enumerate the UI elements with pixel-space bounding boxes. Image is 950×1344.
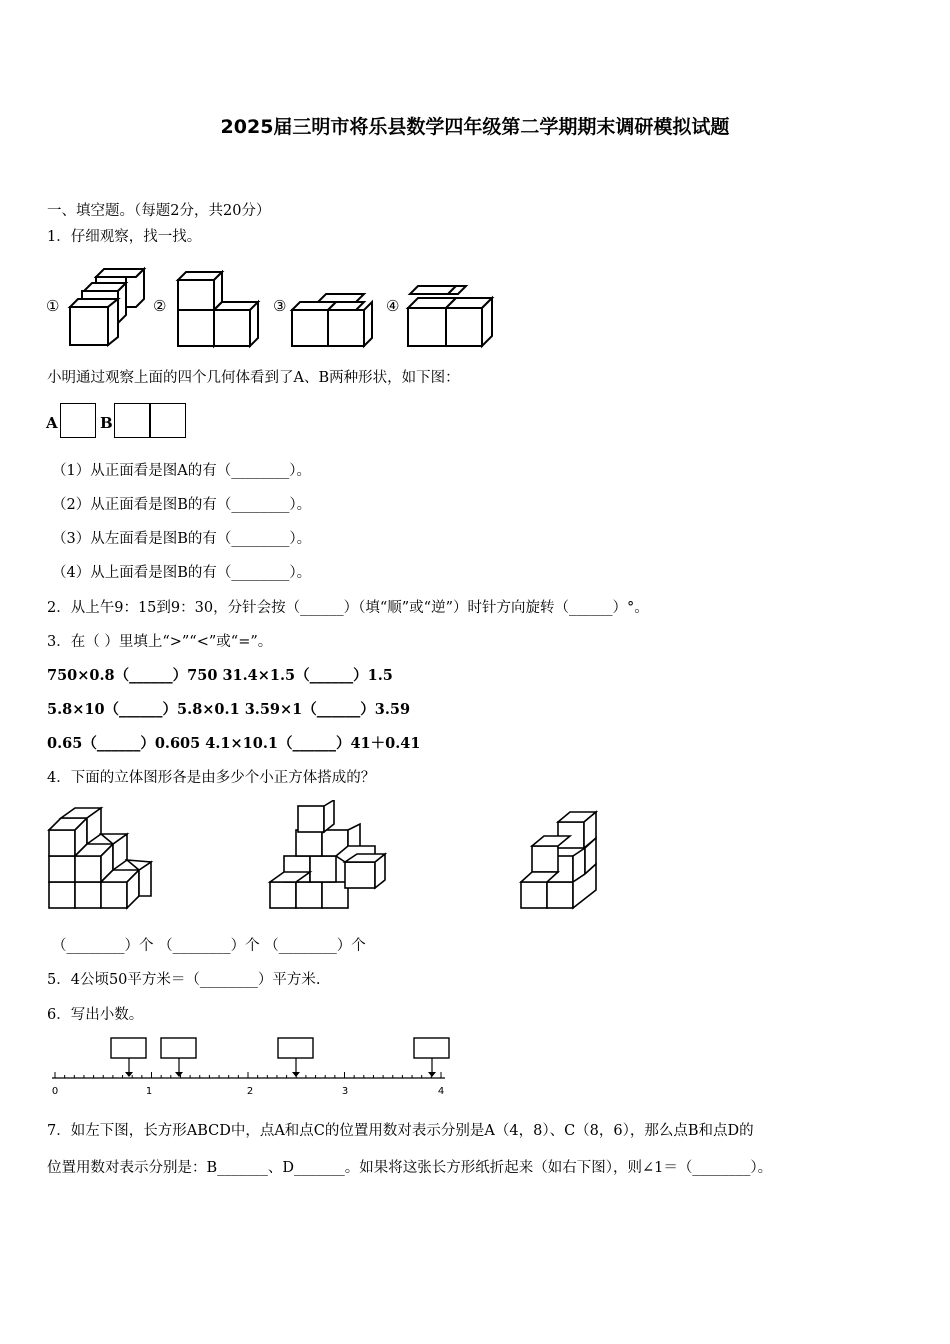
page-title: 2025届三明市将乐县数学四年级第二学期期末调研模拟试题 [220, 116, 730, 138]
tick-label: 4 [437, 1086, 445, 1097]
q1-sub-2: （2）从正面看是图B的有（________）。 [52, 497, 312, 513]
shape-a-label: A [46, 414, 58, 432]
figure-label-3: ③ [273, 297, 287, 315]
q1-sub-1: （1）从正面看是图A的有（________）。 [52, 463, 311, 479]
question-3-row-1: 750×0.8（______）750 31.4×1.5（______）1.5 [47, 667, 393, 684]
question-1-description: 小明通过观察上面的四个几何体看到了A、B两种形状，如下图： [47, 370, 460, 386]
question-7-line-1: 7．如左下图，长方形ABCD中，点A和点C的位置用数对表示分别是A（4，8）、C（8，6），那么点B和点D的 [47, 1123, 754, 1139]
section-heading: 一、填空题。（每题2分，共20分） [47, 203, 271, 219]
figure-label-4: ④ [386, 297, 400, 315]
question-3-stem: 3．在（ ）里填上“>”“<”或“=”。 [47, 634, 273, 650]
shape-b-label: B [100, 414, 113, 432]
question-4-answers: （________）个 （________）个 （________）个 [52, 938, 366, 954]
q1-sub-3: （3）从左面看是图B的有（________）。 [52, 531, 312, 547]
shape-a [60, 403, 96, 438]
question-2: 2．从上午9：15到9：30，分针会按（______）（填“顺”或“逆”）时针方向旋转（______）°。 [47, 600, 649, 616]
tick-label: 1 [145, 1086, 153, 1097]
tick-label: 0 [51, 1086, 59, 1097]
shape-b-left [114, 403, 150, 438]
figure-label-2: ② [153, 297, 167, 315]
question-6-stem: 6．写出小数。 [47, 1007, 144, 1023]
tick-label: 3 [341, 1086, 349, 1097]
q1-sub-4: （4）从上面看是图B的有（________）。 [52, 565, 312, 581]
shape-b-right [150, 403, 186, 438]
question-3-row-2: 5.8×10（______）5.8×0.1 3.59×1（______）3.59 [47, 701, 411, 718]
q1-cube-figures [0, 0, 950, 360]
question-4-stem: 4．下面的立体图形各是由多少个小正方体搭成的？ [47, 770, 376, 786]
tick-label: 2 [246, 1086, 254, 1097]
figure-label-1: ① [46, 297, 60, 315]
question-1-stem: 1．仔细观察，找一找。 [47, 229, 202, 245]
question-3-row-3: 0.65（______）0.605 4.1×10.1（______）41＋0.41 [47, 735, 421, 752]
q4-cube-stacks [40, 800, 620, 915]
question-5: 5．4公顷50平方米＝（________）平方米. [47, 972, 321, 988]
q6-number-line [45, 1032, 465, 1102]
question-7-line-2: 位置用数对表示分别是：B_______、D_______。如果将这张长方形纸折起来（如右下图），则∠1＝（________）。 [47, 1160, 773, 1176]
